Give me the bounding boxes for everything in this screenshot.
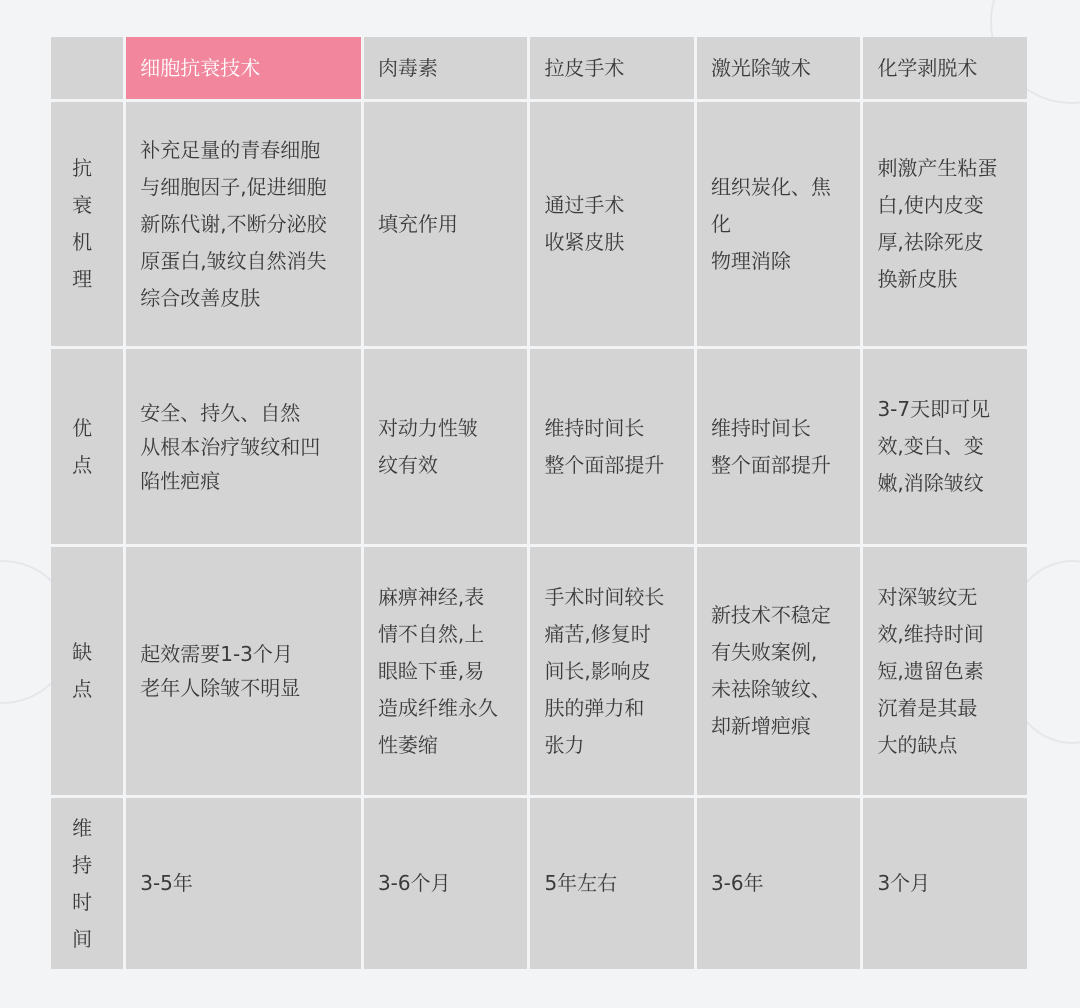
table-row-advantages — [51, 349, 1027, 544]
cell-text: 维持时间长 整个面部提升 — [544, 415, 665, 477]
table-cell — [364, 102, 528, 346]
row-header-advantages — [51, 349, 123, 544]
cell-text: 补充足量的青春细胞 与细胞因子,促进细胞 新陈代谢,不断分泌胶 原蛋白,皱纹自然消失 综合改善皮肤 — [140, 137, 327, 310]
table-cell — [697, 547, 861, 795]
table-row-mechanism — [51, 102, 1027, 346]
cell-text: 3个月 — [877, 871, 931, 896]
row-header-label: 维持时间 — [72, 815, 93, 951]
cell-text: 麻痹神经,表 情不自然,上 眼睑下垂,易 造成纤维永久 性萎缩 — [377, 584, 498, 757]
table-cell — [863, 349, 1027, 544]
cell-text: 安全、持久、自然 从根本治疗皱纹和凹 陷性疤痕 — [140, 400, 321, 493]
cell-text: 组织炭化、焦化 物理消除 — [710, 174, 831, 273]
cell-text: 维持时间长 整个面部提升 — [710, 415, 831, 477]
cell-text: 起效需要1-3个月 老年人除皱不明显 — [140, 642, 301, 701]
row-header-label: 优点 — [72, 415, 93, 477]
row-header-label: 抗衰机理 — [72, 156, 93, 292]
cell-text: 手术时间较长 痛苦,修复时 间长,影响皮 肤的弹力和 张力 — [544, 584, 665, 757]
cell-text: 3-6年 — [710, 871, 764, 896]
table-cell — [126, 102, 361, 346]
table-row-duration — [51, 798, 1027, 969]
table-cell — [530, 547, 694, 795]
table-cell — [697, 798, 861, 969]
table-cell — [530, 798, 694, 969]
cell-text: 新技术不稳定 有失败案例, 未祛除皱纹、 却新增疤痕 — [710, 603, 831, 739]
cell-text: 填充作用 — [377, 211, 458, 236]
column-header-botox: 肉毒素 — [364, 37, 528, 99]
table-cell — [697, 102, 861, 346]
cell-text: 刺激产生粘蛋 白,使内皮变 厚,祛除死皮 换新皮肤 — [877, 156, 998, 292]
table-row-disadvantages — [51, 547, 1027, 795]
cell-text: 通过手术 收紧皮肤 — [544, 193, 625, 255]
table-cell — [126, 349, 361, 544]
table-cell — [364, 547, 528, 795]
table-cell — [364, 798, 528, 969]
column-header-facelift: 拉皮手术 — [530, 37, 694, 99]
cell-text: 3-7天即可见 效,变白、变 嫩,消除皱纹 — [877, 397, 991, 496]
table-cell — [364, 349, 528, 544]
table-cell — [530, 349, 694, 544]
cell-text: 对深皱纹无 效,维持时间 短,遗留色素 沉着是其最 大的缺点 — [877, 584, 984, 757]
cell-text: 3-6个月 — [377, 871, 451, 896]
cell-text: 3-5年 — [140, 871, 193, 896]
comparison-table — [48, 34, 1030, 972]
row-header-disadvantages — [51, 547, 123, 795]
table-cell — [126, 547, 361, 795]
table-cell — [697, 349, 861, 544]
table-cell — [126, 798, 361, 969]
cell-text: 对动力性皱 纹有效 — [377, 415, 478, 477]
header-row — [51, 37, 1027, 99]
cell-text: 5年左右 — [544, 871, 618, 896]
column-header-cell-therapy: 细胞抗衰技术 — [126, 37, 361, 99]
row-header-mechanism — [51, 102, 123, 346]
table-cell — [530, 102, 694, 346]
column-header-laser: 激光除皱术 — [697, 37, 861, 99]
table-cell — [863, 102, 1027, 346]
corner-cell — [51, 37, 123, 99]
table-cell — [863, 547, 1027, 795]
row-header-label: 缺点 — [72, 640, 93, 702]
table-cell — [863, 798, 1027, 969]
column-header-chemical-peel: 化学剥脱术 — [863, 37, 1027, 99]
row-header-duration — [51, 798, 123, 969]
